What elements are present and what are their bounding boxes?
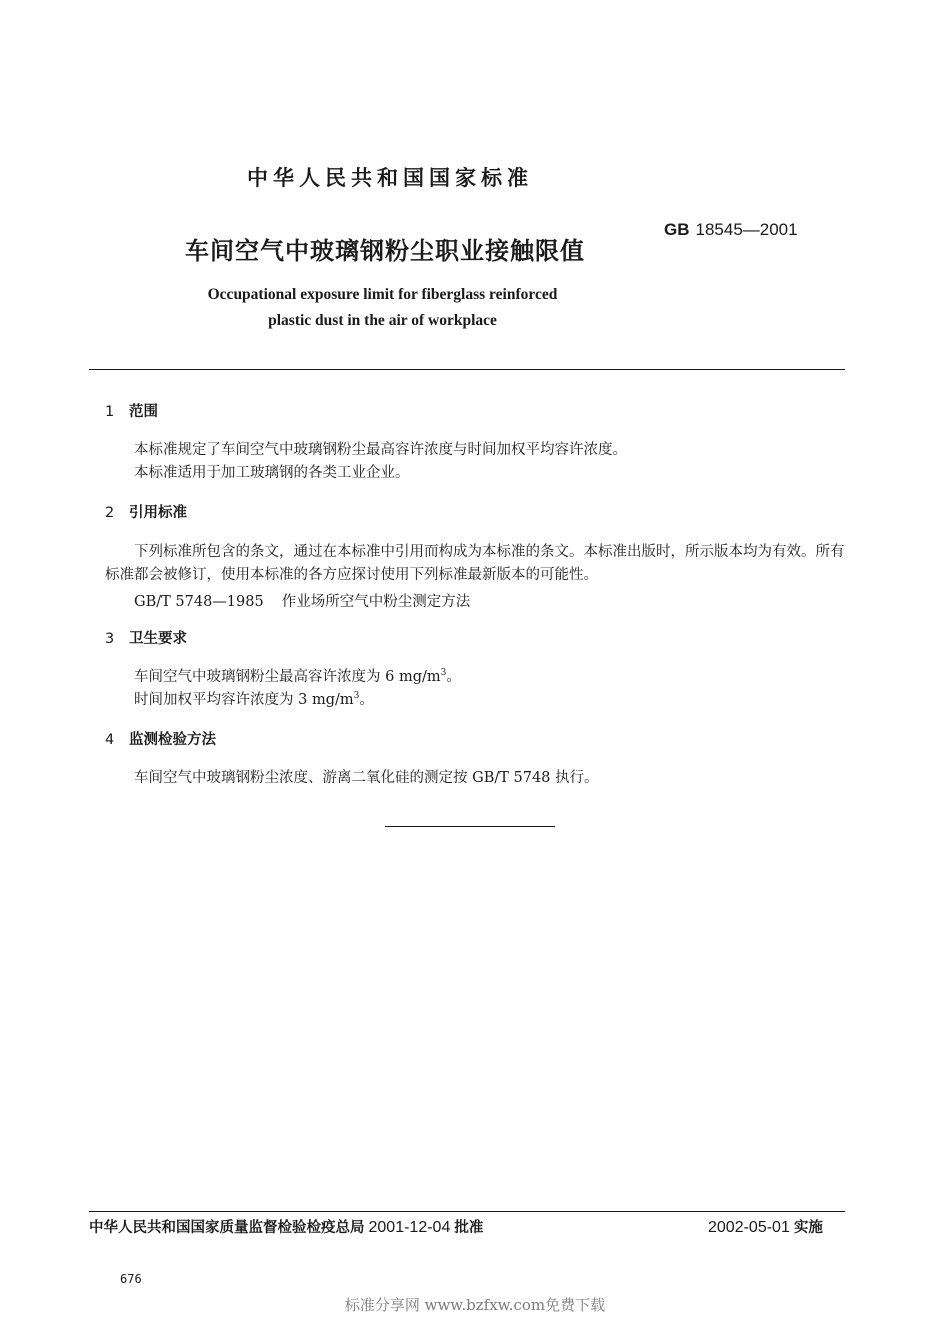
- national-standard-heading: 中华人民共和国国家标准: [247, 166, 533, 190]
- sentence-end: 。: [446, 669, 461, 685]
- normative-reference: [134, 590, 470, 611]
- standard-prefix: GB: [664, 220, 690, 239]
- unit-exponent: 3: [353, 691, 360, 702]
- header-divider: [89, 369, 845, 370]
- page-number: 676: [120, 1272, 142, 1286]
- section-4-heading: [105, 728, 216, 749]
- issuing-authority: [89, 1216, 483, 1237]
- effective-date: 2002-05-01: [708, 1219, 790, 1236]
- section-title: 卫生要求: [129, 631, 187, 647]
- section-number: 4: [105, 732, 115, 748]
- section-title: 范围: [129, 404, 158, 420]
- document-title-cn: 车间空气中玻璃钢粉尘职业接触限值: [185, 237, 585, 265]
- section-3-paragraph-2: [134, 689, 874, 712]
- twa-concentration-text: 时间加权平均容许浓度为 3 mg/m: [134, 692, 354, 708]
- max-concentration-text: 车间空气中玻璃钢粉尘最高容许浓度为 6 mg/m: [134, 669, 441, 685]
- reference-code: GB/T 5748—1985: [134, 594, 264, 610]
- sentence-end: 。: [359, 692, 374, 708]
- document-title-en: [0, 282, 765, 334]
- effective-label: 实施: [793, 1220, 823, 1236]
- section-number: 3: [105, 631, 115, 647]
- section-title: 监测检验方法: [129, 732, 216, 748]
- section-2-heading: [105, 501, 187, 522]
- end-of-text-rule: [385, 826, 555, 827]
- section-number: 1: [105, 404, 115, 420]
- watermark-text: 标准分享网 www.bzfxw.com免费下载: [344, 1296, 606, 1314]
- section-1-heading: [105, 400, 158, 421]
- title-en-line2: plastic dust in the air of workplace: [268, 312, 497, 329]
- approved-label: 批准: [454, 1220, 484, 1236]
- section-1-paragraph-2: 本标准适用于加工玻璃钢的各类工业企业。: [134, 465, 410, 481]
- unit-exponent: 3: [440, 668, 447, 679]
- footer-divider: [89, 1211, 845, 1212]
- standard-number: 18545—2001: [695, 220, 798, 239]
- implementation: [704, 1216, 823, 1237]
- section-2-paragraph-1: 下列标准所包含的条文，通过在本标准中引用而构成为本标准的条文。本标准出版时，所示版本均为有效。所有标准都会被修订，使用本标准的各方应探讨使用下列标准最新版本的可能性。: [105, 544, 845, 583]
- section-4-paragraph-1: 车间空气中玻璃钢粉尘浓度、游离二氧化硅的测定按 GB/T 5748 执行。: [134, 770, 599, 786]
- section-1-paragraph-1: 本标准规定了车间空气中玻璃钢粉尘最高容许浓度与时间加权平均容许浓度。: [134, 442, 627, 458]
- section-3-heading: [105, 627, 187, 648]
- issuer-name: 中华人民共和国国家质量监督检验检疫总局: [89, 1220, 365, 1236]
- reference-title: 作业场所空气中粉尘测定方法: [281, 594, 471, 610]
- approved-date: 2001-12-04: [368, 1219, 451, 1236]
- section-3-paragraph-1: [134, 666, 874, 689]
- title-en-line1: Occupational exposure limit for fiberglass reinforced: [207, 286, 558, 303]
- section-title: 引用标准: [129, 505, 187, 521]
- section-number: 2: [105, 505, 115, 521]
